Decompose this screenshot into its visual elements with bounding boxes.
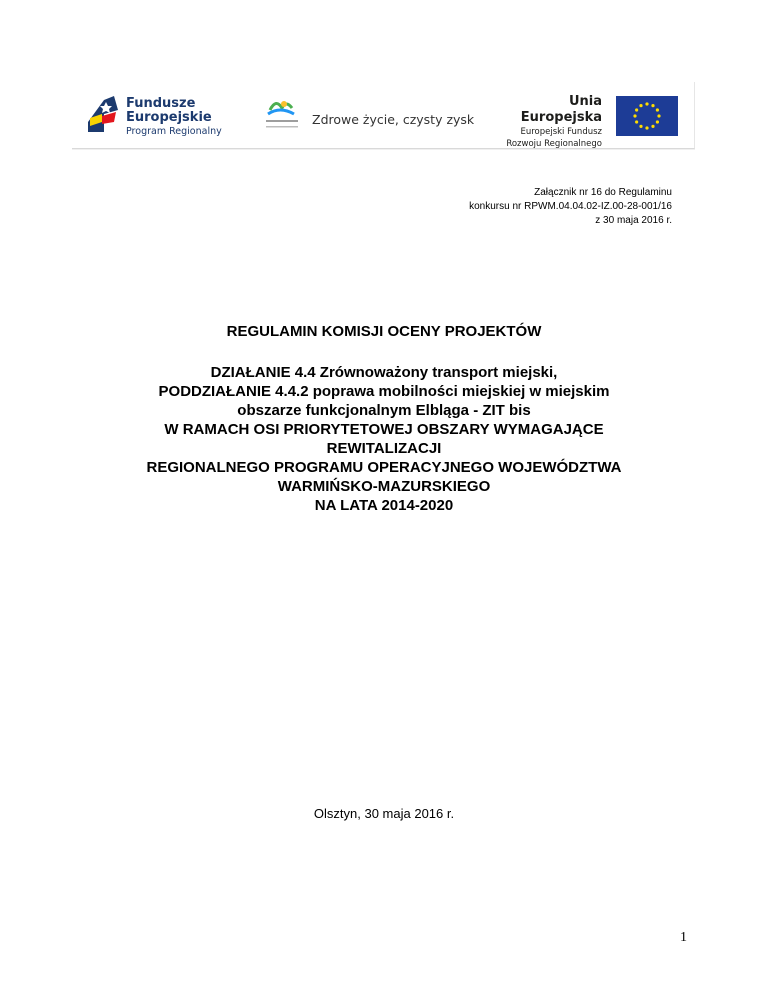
fundusze-europejskie-emblem-icon [84, 92, 124, 132]
subtitle-line: PODDZIAŁANIE 4.4.2 poprawa mobilności miejskiej w miejskim [158, 383, 610, 400]
ue-fund-line1: Europejski Fundusz [520, 127, 602, 137]
fe-name-line2: Europejskie [126, 110, 212, 125]
warmia-mazury-emblem-icon [262, 96, 306, 136]
annex-line3: z 30 maja 2016 r. [595, 215, 672, 226]
logo-bar [72, 82, 695, 149]
subtitle-line: obszarze funkcjonalnym Elbląga - ZIT bis [237, 402, 531, 419]
warmia-mazury-tagline: Zdrowe życie, czysty zysk [312, 112, 475, 127]
fe-program-label: Program Regionalny [126, 126, 222, 137]
subtitle-line: REGIONALNEGO PROGRAMU OPERACYJNEGO WOJEWÓDZTWA [146, 459, 622, 476]
document-subtitle [60, 363, 708, 515]
subtitle-line: WARMIŃSKO-MAZURSKIEGO [277, 478, 491, 495]
unia-europejska-logo [490, 92, 686, 149]
place-and-date: Olsztyn, 30 maja 2016 r. [313, 806, 455, 821]
annex-line1: Załącznik nr 16 do Regulaminu [534, 187, 672, 198]
subtitle-line: W RAMACH OSI PRIORYTETOWEJ OBSZARY WYMAGAJĄCE [164, 421, 604, 438]
warmia-mazury-logo [262, 96, 475, 136]
subtitle-line: NA LATA 2014-2020 [314, 497, 454, 514]
annex-reference [469, 186, 672, 228]
ue-name: Unia Europejska [520, 94, 602, 125]
annex-line2: konkursu nr RPWM.04.04.02-IZ.00-28-001/16 [469, 201, 672, 212]
eu-flag-icon [616, 96, 678, 136]
fundusze-europejskie-logo [84, 92, 234, 138]
page-number: 1 [680, 930, 687, 945]
fe-name-line1: Fundusze [126, 96, 196, 111]
subtitle-line: DZIAŁANIE 4.4 Zrównoważony transport miejski, [210, 364, 558, 381]
document-title: REGULAMIN KOMISJI OCENY PROJEKTÓW [226, 323, 542, 340]
ue-fund-line2: Rozwoju Regionalnego [506, 139, 602, 149]
subtitle-line: REWITALIZACJI [326, 440, 442, 457]
